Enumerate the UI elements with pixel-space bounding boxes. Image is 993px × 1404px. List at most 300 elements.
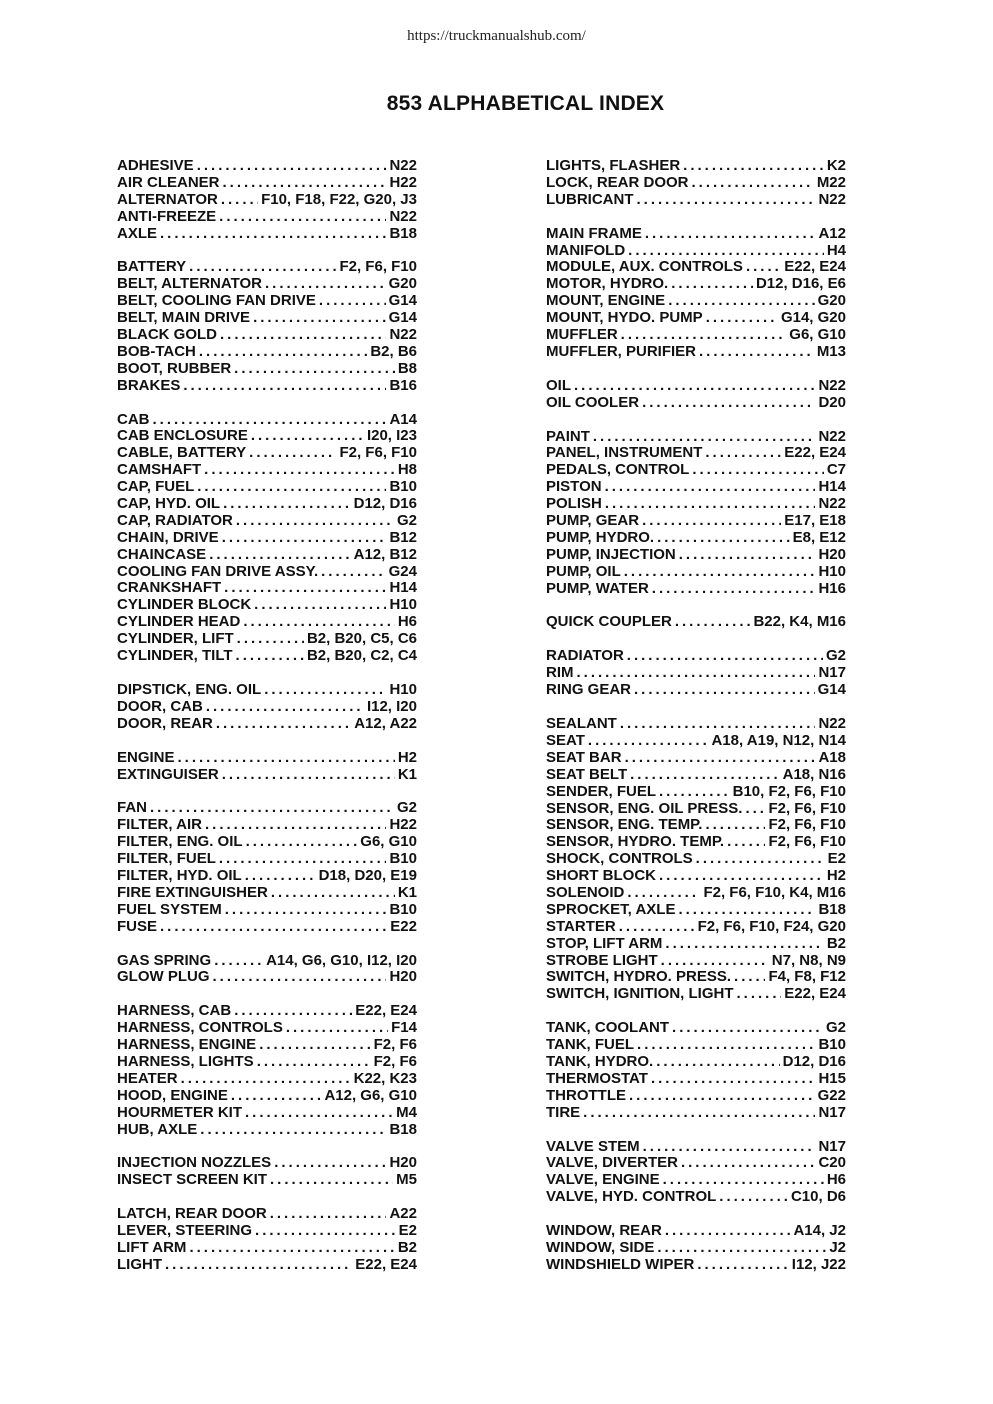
index-term: SENDER, FUEL [546, 782, 657, 800]
index-term: MUFFLER [546, 326, 618, 344]
dot-leader [661, 953, 769, 970]
index-entry [117, 1071, 417, 1088]
index-term: PUMP, OIL [546, 562, 621, 580]
index-letter-group [546, 158, 846, 209]
index-entry [117, 716, 417, 733]
dot-leader [642, 395, 815, 412]
dot-leader [265, 276, 386, 293]
dot-leader [189, 259, 336, 276]
dot-leader [223, 175, 387, 192]
index-term: LUBRICANT [546, 190, 634, 208]
index-reference: N17 [818, 664, 846, 682]
dot-leader [225, 902, 387, 919]
dot-leader [222, 767, 395, 784]
index-reference: B22, K4, M16 [753, 613, 846, 631]
dot-leader [222, 530, 387, 547]
index-entry [546, 733, 846, 750]
index-entry [117, 293, 417, 310]
dot-leader [271, 885, 395, 902]
index-term: LEVER, STEERING [117, 1222, 253, 1240]
index-reference: H15 [818, 1069, 846, 1087]
index-letter-group [117, 800, 417, 935]
index-reference: E2 [827, 850, 846, 868]
dot-leader [249, 445, 336, 462]
index-letter-group [546, 614, 846, 631]
index-reference: N7, N8, N9 [771, 951, 846, 969]
index-entry [117, 1223, 417, 1240]
dot-leader [200, 1122, 386, 1139]
index-reference: G14 [388, 309, 417, 327]
index-letter-group [117, 750, 417, 784]
index-entry [117, 1206, 417, 1223]
dot-leader [251, 428, 364, 445]
index-reference: D12, D16 [782, 1052, 846, 1070]
index-entry [546, 986, 846, 1003]
index-reference: F2, F6, F10 [339, 258, 417, 276]
dot-leader [214, 953, 263, 970]
dot-leader [274, 1155, 386, 1172]
dot-leader [253, 310, 386, 327]
index-reference: B10 [389, 850, 417, 868]
index-entry [546, 547, 846, 564]
dot-leader [178, 750, 395, 767]
index-reference: N22 [389, 207, 417, 225]
index-entry [546, 344, 846, 361]
index-letter-group [546, 378, 846, 412]
dot-leader [727, 834, 765, 851]
index-term: CABLE, BATTERY [117, 444, 247, 462]
index-reference: H22 [389, 173, 417, 191]
index-term: SEAT BAR [546, 748, 622, 766]
dot-leader [746, 259, 781, 276]
index-entry [117, 767, 417, 784]
index-term: FILTER, FUEL [117, 850, 216, 868]
index-reference: E2 [398, 1222, 417, 1240]
index-term: SEALANT [546, 715, 617, 733]
index-term: CHAIN, DRIVE [117, 528, 219, 546]
dot-leader [264, 682, 386, 699]
index-reference: G14 [817, 681, 846, 699]
index-reference: E22, E24 [784, 444, 846, 462]
index-entry [117, 1105, 417, 1122]
index-reference: G6, G10 [360, 833, 417, 851]
index-term: MODULE, AUX. CONTROLS [546, 258, 743, 276]
index-reference: D12, D16, E6 [755, 275, 846, 293]
index-entry [117, 547, 417, 564]
index-term: THROTTLE [546, 1086, 626, 1104]
index-term: BLACK GOLD [117, 326, 217, 344]
index-term: PAINT [546, 427, 590, 445]
index-reference: N22 [818, 427, 846, 445]
index-term: PANEL, INSTRUMENT [546, 444, 703, 462]
index-reference: N17 [818, 1137, 846, 1155]
dot-leader [216, 716, 351, 733]
index-reference: A18, N16 [782, 765, 846, 783]
index-entry [117, 175, 417, 192]
index-reference: G14 [388, 292, 417, 310]
index-reference: B12 [389, 528, 417, 546]
dot-leader [683, 158, 824, 175]
dot-leader [234, 361, 395, 378]
dot-leader [219, 851, 387, 868]
dot-leader [659, 784, 730, 801]
index-entry [117, 564, 417, 581]
index-term: VALVE, ENGINE [546, 1171, 660, 1189]
index-term: SENSOR, ENG. TEMP. [546, 816, 703, 834]
dot-leader [657, 1240, 826, 1257]
dot-leader [605, 496, 816, 513]
index-term: LIFT ARM [117, 1238, 187, 1256]
dot-leader [259, 1037, 370, 1054]
index-reference: N22 [818, 495, 846, 513]
index-entry [117, 699, 417, 716]
dot-leader [160, 919, 387, 936]
index-term: WINDOW, REAR [546, 1222, 662, 1240]
index-entry [546, 1257, 846, 1274]
index-letter-group [117, 259, 417, 394]
index-entry [117, 192, 417, 209]
index-entry [117, 1020, 417, 1037]
dot-leader [243, 614, 394, 631]
index-term: CYLINDER, TILT [117, 647, 233, 665]
index-term: CYLINDER HEAD [117, 613, 241, 631]
dot-leader [257, 1054, 371, 1071]
index-reference: B2 [397, 1238, 417, 1256]
index-entry [546, 834, 846, 851]
index-reference: C7 [826, 461, 846, 479]
index-entry [117, 158, 417, 175]
dot-leader [183, 378, 386, 395]
index-reference: F2, F6, F10 [768, 816, 846, 834]
index-entry [546, 293, 846, 310]
header-url: https://truckmanualshub.com/ [407, 28, 586, 44]
index-term: BOOT, RUBBER [117, 359, 232, 377]
dot-leader [286, 1020, 388, 1037]
index-entry [546, 868, 846, 885]
dot-leader [270, 1206, 387, 1223]
index-term: ALTERNATOR [117, 190, 218, 208]
index-term: MOUNT, HYDO. PUMP [546, 309, 703, 327]
dot-leader [657, 530, 790, 547]
index-column-right [546, 158, 846, 1291]
dot-leader [629, 1088, 815, 1105]
dot-leader [671, 276, 753, 293]
index-reference: B10 [818, 1036, 846, 1054]
dot-leader [630, 767, 780, 784]
index-entry [546, 564, 846, 581]
index-entry [546, 936, 846, 953]
index-entry [117, 1037, 417, 1054]
index-entry [117, 412, 417, 429]
dot-leader [588, 733, 709, 750]
index-letter-group [546, 1020, 846, 1121]
index-entry [117, 631, 417, 648]
index-entry [117, 682, 417, 699]
dot-leader [220, 327, 386, 344]
index-reference: H8 [397, 461, 417, 479]
index-entry [546, 310, 846, 327]
dot-leader [236, 648, 304, 665]
index-term: FIRE EXTINGUISHER [117, 883, 268, 901]
index-reference: N17 [818, 1103, 846, 1121]
index-reference: F2, F6, F10 [339, 444, 417, 462]
index-term: FILTER, ENG. OIL [117, 833, 243, 851]
index-reference: G2 [396, 511, 417, 529]
dot-leader [678, 902, 815, 919]
index-reference: B2 [826, 934, 846, 952]
index-reference: D12, D16 [353, 495, 417, 513]
index-reference: G20 [388, 275, 417, 293]
dot-leader [574, 378, 815, 395]
index-reference: K1 [397, 883, 417, 901]
index-term: ENGINE [117, 748, 175, 766]
index-term: POLISH [546, 495, 602, 513]
index-entry [546, 429, 846, 446]
index-entry [117, 1054, 417, 1071]
index-entry [546, 1155, 846, 1172]
index-reference: G24 [388, 562, 417, 580]
dot-leader [696, 851, 825, 868]
index-term: VALVE, HYD. CONTROL [546, 1188, 717, 1206]
dot-leader [245, 868, 316, 885]
index-term: BATTERY [117, 258, 187, 276]
index-term: PUMP, INJECTION [546, 545, 676, 563]
dot-leader [204, 462, 395, 479]
index-entry [117, 1155, 417, 1172]
index-term: CAB ENCLOSURE [117, 427, 248, 445]
index-term: LIGHT [117, 1255, 162, 1273]
index-term: HARNESS, ENGINE [117, 1036, 257, 1054]
index-reference: H20 [389, 968, 417, 986]
dot-leader [189, 1240, 394, 1257]
dot-leader [219, 209, 386, 226]
index-term: RIM [546, 664, 574, 682]
dot-leader [642, 513, 781, 530]
index-term: LATCH, REAR DOOR [117, 1205, 267, 1223]
index-reference: K2 [826, 157, 846, 174]
index-term: QUICK COUPLER [546, 613, 672, 631]
index-letter-group [117, 1003, 417, 1138]
index-term: HARNESS, CONTROLS [117, 1019, 283, 1037]
index-entry [117, 344, 417, 361]
index-term: CHAINCASE [117, 545, 207, 563]
index-entry [117, 800, 417, 817]
dot-leader [620, 716, 816, 733]
dot-leader [237, 631, 304, 648]
index-term: HOURMETER KIT [117, 1103, 242, 1121]
index-letter-group [546, 226, 846, 361]
index-entry [117, 648, 417, 665]
index-term: DOOR, CAB [117, 697, 203, 715]
index-entry [117, 1257, 417, 1274]
index-reference: F2, F6 [373, 1036, 417, 1054]
index-entry [117, 209, 417, 226]
index-letter-group [117, 412, 417, 665]
index-reference: M22 [816, 173, 846, 191]
index-reference: F2, F6, F10, F24, G20 [697, 917, 846, 935]
index-term: OIL [546, 376, 571, 394]
index-reference: E8, E12 [792, 528, 846, 546]
dot-leader [663, 1172, 824, 1189]
index-term: CAMSHAFT [117, 461, 202, 479]
index-entry [546, 445, 846, 462]
index-reference: H10 [389, 680, 417, 698]
index-reference: E22 [390, 917, 417, 935]
index-reference: N22 [389, 326, 417, 344]
index-entry [117, 530, 417, 547]
index-entry [117, 496, 417, 513]
index-reference: G22 [817, 1086, 846, 1104]
index-reference: D20 [818, 393, 846, 411]
index-reference: G2 [825, 1019, 846, 1037]
index-entry [117, 868, 417, 885]
index-reference: B16 [389, 376, 417, 394]
index-term: SEAT BELT [546, 765, 628, 783]
index-reference: E22, E24 [784, 258, 846, 276]
index-reference: B10, F2, F6, F10 [732, 782, 846, 800]
dot-leader [197, 479, 386, 496]
index-entry [117, 953, 417, 970]
index-term: SOLENOID [546, 883, 625, 901]
index-entry [546, 479, 846, 496]
index-entry [546, 395, 846, 412]
dot-leader [153, 412, 387, 429]
index-term: FUEL SYSTEM [117, 900, 222, 918]
index-entry [117, 750, 417, 767]
index-term: BOB-TACH [117, 342, 196, 360]
index-term: FAN [117, 799, 147, 817]
index-entry [117, 378, 417, 395]
dot-leader [672, 1020, 823, 1037]
index-term: BELT, MAIN DRIVE [117, 309, 251, 327]
index-entry [546, 513, 846, 530]
index-term: STARTER [546, 917, 616, 935]
index-entry [546, 1088, 846, 1105]
index-entry [546, 496, 846, 513]
dot-leader [665, 936, 823, 953]
index-reference: E17, E18 [784, 512, 846, 530]
index-entry [546, 192, 846, 209]
index-term: CYLINDER BLOCK [117, 596, 252, 614]
dot-leader [656, 1054, 779, 1071]
index-letter-group [546, 1223, 846, 1274]
index-entry [117, 462, 417, 479]
dot-leader [223, 496, 351, 513]
index-reference: F2, F6, F10 [768, 799, 846, 817]
index-term: MUFFLER, PURIFIER [546, 342, 696, 360]
index-term: CAP, FUEL [117, 478, 195, 496]
index-term: STOP, LIFT ARM [546, 934, 663, 952]
dot-leader [625, 750, 816, 767]
index-entry [546, 581, 846, 598]
dot-leader [679, 547, 816, 564]
index-entry [117, 919, 417, 936]
index-reference: H20 [818, 545, 846, 563]
index-entry [117, 1122, 417, 1139]
index-entry [546, 158, 846, 175]
index-entry [546, 1223, 846, 1240]
index-reference: I12, J22 [791, 1255, 846, 1273]
index-entry [117, 428, 417, 445]
index-entry [546, 1139, 846, 1156]
index-entry [546, 969, 846, 986]
index-reference: B2, B6 [370, 342, 417, 360]
index-term: GLOW PLUG [117, 968, 210, 986]
index-term: INSECT SCREEN KIT [117, 1171, 268, 1189]
index-entry [546, 1054, 846, 1071]
index-entry [117, 479, 417, 496]
index-entry [546, 1172, 846, 1189]
dot-leader [697, 1257, 788, 1274]
index-reference: F10, F18, F22, G20, J3 [261, 190, 417, 208]
dot-leader [651, 1071, 816, 1088]
index-entry [117, 902, 417, 919]
index-reference: G14, G20 [780, 309, 846, 327]
index-term: STROBE LIGHT [546, 951, 658, 969]
index-reference: A12, A22 [354, 714, 417, 732]
dot-leader [181, 1071, 351, 1088]
index-reference: G2 [825, 647, 846, 665]
index-entry [117, 851, 417, 868]
index-reference: B10 [389, 900, 417, 918]
index-term: CAP, HYD. OIL [117, 495, 221, 513]
index-entry [546, 885, 846, 902]
index-term: HEATER [117, 1069, 178, 1087]
index-reference: G2 [396, 799, 417, 817]
index-entry [546, 1037, 846, 1054]
index-entry [546, 175, 846, 192]
dot-leader [213, 969, 387, 986]
index-term: AIR CLEANER [117, 173, 220, 191]
index-term: CAP, RADIATOR [117, 511, 233, 529]
index-reference: H22 [389, 816, 417, 834]
index-reference: H16 [818, 579, 846, 597]
index-reference: A14, J2 [793, 1222, 846, 1240]
index-term: FILTER, AIR [117, 816, 202, 834]
index-term: SWITCH, HYDRO. PRESS. [546, 968, 732, 986]
index-term: VALVE STEM [546, 1137, 640, 1155]
index-reference: E22, E24 [355, 1002, 417, 1020]
index-letter-group [117, 682, 417, 733]
index-reference: A22 [389, 1205, 417, 1223]
dot-leader [745, 801, 765, 818]
dot-leader [150, 800, 394, 817]
index-entry [546, 226, 846, 243]
index-reference: H2 [826, 867, 846, 885]
dot-leader [637, 192, 816, 209]
index-reference: I12, I20 [366, 697, 417, 715]
index-term: PUMP, HYDRO. [546, 528, 655, 546]
index-reference: C10, D6 [790, 1188, 846, 1206]
index-reference: A14, G6, G10, I12, I20 [266, 951, 417, 969]
index-term: BELT, ALTERNATOR [117, 275, 262, 293]
dot-leader [706, 310, 778, 327]
index-term: HOOD, ENGINE [117, 1086, 228, 1104]
index-term: HUB, AXLE [117, 1120, 198, 1138]
index-reference: N22 [818, 190, 846, 208]
index-term: HARNESS, CAB [117, 1002, 232, 1020]
index-reference: E22, E24 [355, 1255, 417, 1273]
dot-leader [231, 1088, 322, 1105]
index-term: SPROCKET, AXLE [546, 900, 676, 918]
index-reference: A12 [818, 224, 846, 242]
dot-leader [583, 1105, 815, 1122]
index-term: TANK, COOLANT [546, 1019, 670, 1037]
dot-leader [643, 1139, 816, 1156]
dot-leader [692, 175, 814, 192]
index-term: FILTER, HYD. OIL [117, 866, 242, 884]
index-reference: A12, G6, G10 [324, 1086, 417, 1104]
